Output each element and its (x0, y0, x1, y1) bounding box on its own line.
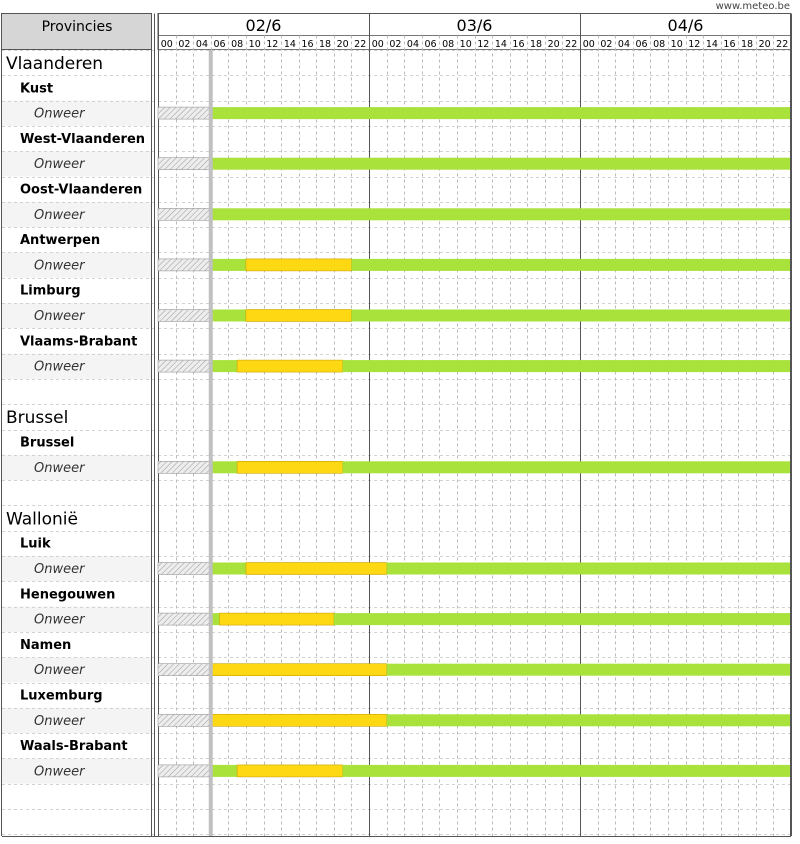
day-label: 04/6 (667, 16, 704, 35)
param-label: Onweer (34, 309, 85, 324)
warning-bar-yellow (211, 664, 387, 676)
warning-bar-green (211, 360, 237, 372)
hour-label: 06 (635, 39, 648, 50)
warning-bar-green (351, 259, 791, 271)
param-label: Onweer (34, 612, 85, 628)
hour-label: 22 (776, 39, 789, 50)
hour-label: 18 (740, 39, 754, 50)
warning-bar-green (343, 765, 791, 777)
hour-label: 12 (688, 39, 701, 50)
param-label: Onweer (34, 258, 85, 274)
warning-bar-green (343, 360, 791, 372)
warning-bar-green (387, 664, 791, 676)
hour-label: 14 (705, 39, 718, 50)
province-label: Kust (20, 81, 54, 97)
past-period-bar (158, 613, 211, 625)
hour-label: 02 (389, 39, 402, 50)
province-label: Namen (20, 637, 72, 653)
hour-label: 12 (266, 39, 279, 50)
hour-label: 20 (758, 39, 771, 50)
past-period-bar (158, 259, 211, 271)
province-label: Oost-Vlaanderen (20, 182, 143, 198)
province-label: Waals-Brabant (20, 739, 128, 755)
warning-bar-yellow (237, 461, 343, 473)
past-period-bar (158, 563, 211, 575)
province-label: Antwerpen (20, 233, 101, 249)
past-period-bar (158, 714, 211, 726)
province-label: Luik (20, 536, 51, 552)
warning-bar-green (211, 765, 237, 777)
warning-bar-green (211, 208, 791, 220)
header-title: Provincies (41, 19, 113, 35)
past-period-bar (158, 158, 211, 170)
hour-label: 10 (459, 39, 472, 50)
hour-label: 08 (653, 39, 666, 50)
warning-bar-yellow (246, 310, 352, 322)
past-period-bar (158, 765, 211, 777)
param-label: Onweer (34, 764, 85, 780)
hour-label: 12 (477, 39, 490, 50)
past-period-bar (158, 107, 211, 119)
param-label: Onweer (34, 157, 85, 173)
watermark-text: www.meteo.be (715, 1, 790, 12)
param-label: Onweer (34, 663, 85, 679)
past-period-bar (158, 664, 211, 676)
province-label: West-Vlaanderen (20, 131, 146, 147)
warning-bar-green (211, 563, 246, 575)
hour-label: 20 (336, 39, 349, 50)
province-label: Henegouwen (20, 587, 116, 603)
warning-bar-green (211, 310, 246, 322)
bars-layer (158, 107, 791, 777)
hour-label: 00 (371, 39, 384, 50)
hour-label: 06 (213, 39, 226, 50)
param-label: Onweer (34, 460, 85, 476)
past-period-bar (158, 360, 211, 372)
day-label: 03/6 (456, 16, 493, 35)
past-period-bar (158, 208, 211, 220)
warning-bar-yellow (246, 259, 352, 271)
hour-label: 22 (354, 39, 367, 50)
param-label: Onweer (34, 359, 85, 375)
warning-bar-green (211, 461, 237, 473)
hour-label: 14 (494, 39, 507, 50)
hour-label: 04 (195, 39, 209, 50)
warning-bar-green (211, 259, 246, 271)
hour-label: 20 (547, 39, 560, 50)
warning-bar-green (387, 563, 791, 575)
hour-label: 08 (442, 39, 455, 50)
param-label: Onweer (34, 106, 85, 122)
province-label: Luxemburg (20, 688, 103, 704)
hour-label: 04 (406, 39, 420, 50)
hour-label: 22 (565, 39, 578, 50)
warning-bar-green (211, 158, 791, 170)
hour-label: 10 (670, 39, 683, 50)
hour-label: 02 (178, 39, 191, 50)
hour-label: 02 (600, 39, 613, 50)
past-period-bar (158, 461, 211, 473)
hour-label: 10 (248, 39, 261, 50)
warning-bar-yellow (220, 613, 334, 625)
hour-label: 00 (160, 39, 173, 50)
hour-label: 00 (582, 39, 595, 50)
warning-bar-yellow (246, 563, 387, 575)
past-period-bar (158, 310, 211, 322)
hour-label: 16 (723, 39, 736, 50)
group-heading: Vlaanderen (6, 54, 104, 74)
group-heading: Brussel (6, 408, 69, 429)
hour-label: 06 (424, 39, 437, 50)
hour-label: 08 (231, 39, 244, 50)
current-time-line (209, 50, 213, 836)
param-label: Onweer (34, 713, 85, 729)
hour-label: 16 (301, 39, 314, 50)
hour-label: 04 (617, 39, 631, 50)
warning-bar-green (387, 714, 791, 726)
warning-bar-green (351, 310, 791, 322)
warning-bar-green (343, 461, 791, 473)
warning-bar-yellow (237, 765, 343, 777)
province-label: Limburg (20, 283, 81, 299)
hour-label: 18 (318, 39, 332, 50)
province-label: Vlaams-Brabant (20, 334, 138, 350)
hour-label: 14 (283, 39, 296, 50)
hour-label: 16 (512, 39, 525, 50)
province-label: Brussel (20, 435, 75, 451)
warning-bar-green (334, 613, 791, 625)
param-label: Onweer (34, 207, 85, 223)
day-label: 02/6 (245, 16, 282, 35)
hour-label: 18 (529, 39, 543, 50)
warning-bar-yellow (237, 360, 343, 372)
warning-bar-green (211, 107, 791, 119)
param-label: Onweer (34, 562, 85, 577)
warning-bar-yellow (211, 714, 387, 726)
group-heading: Wallonië (6, 509, 78, 530)
